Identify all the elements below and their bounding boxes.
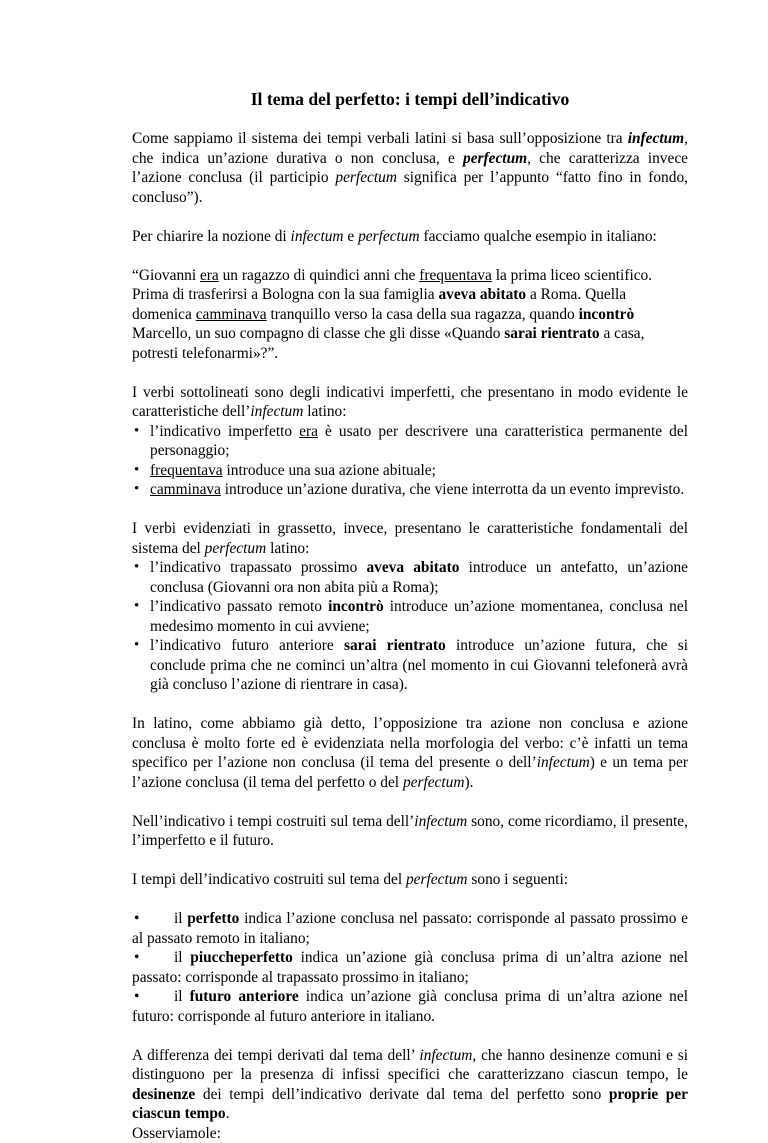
paragraph-examples-intro: Per chiarire la nozione di infectum e perfectum facciamo qualche esempio in italiano: (132, 227, 688, 247)
bullet-icon: • (132, 948, 174, 968)
document-page (132, 0, 688, 1143)
list-item: • l’indicativo imperfetto era è usato per descrivere una caratteristica permanente del personaggio; (132, 422, 688, 461)
paragraph-latin-opposition: In latino, come abbiamo già detto, l’opposizione tra azione non conclusa e azione conclusa è molto forte ed è evidenziata nella morfologia del verbo: c’è infatti un tema specifico per l’azione non conclusa (il tema del presente o dell’infectum) e un tema per l’azione conclusa (il tema del perfetto o del perfectum). (132, 714, 688, 792)
list-item: • il futuro anteriore indica un’azione già conclusa prima di un’altra azione nel futuro: corrisponde al futuro anteriore in italiano. (132, 987, 688, 1026)
paragraph-perfectum-tenses: I tempi dell’indicativo costruiti sul tema del perfectum sono i seguenti: (132, 870, 688, 890)
bullet-icon: • (132, 987, 174, 1007)
list-imperfect (132, 422, 688, 500)
paragraph-endings: A differenza dei tempi derivati dal tema dell’ infectum, che hanno desinenze comuni e si distinguono per la presenza di infissi specifici che caratterizzano ciascun tempo, le desinenze dei tempi dell’indicativo derivate dal tema del perfetto sono proprie per ciascun tempo. (132, 1046, 688, 1124)
list-item: • il piuccheperfetto indica un’azione già conclusa prima di un’altra azione nel passato: corrisponde al trapassato prossimo in italiano; (132, 948, 688, 987)
paragraph-intro: Come sappiamo il sistema dei tempi verbali latini si basa sull’opposizione tra infectum, che indica un’azione durativa o non conclusa, e perfectum, che caratterizza invece l’azione conclusa (il participio perfectum significa per l’appunto “fatto fino in fondo, concluso”). (132, 129, 688, 207)
paragraph-infectum-tenses: Nell’indicativo i tempi costruiti sul tema dell’infectum sono, come ricordiamo, il presente, l’imperfetto e il futuro. (132, 812, 688, 851)
list-item: • l’indicativo passato remoto incontrò introduce un’azione momentanea, conclusa nel medesimo momento in cui avviene; (132, 597, 688, 636)
list-item: • frequentava introduce una sua azione abituale; (132, 461, 688, 481)
list-perfect (132, 558, 688, 695)
paragraph-perfect-system: I verbi evidenziati in grassetto, invece, presentano le caratteristiche fondamentali del sistema del perfectum latino: (132, 519, 688, 558)
paragraph-observe: Osserviamole: (132, 1124, 688, 1143)
list-item: • camminava introduce un’azione durativa, che viene interrotta da un evento imprevisto. (132, 480, 688, 500)
document-title: Il tema del perfetto: i tempi dell’indicativo (132, 88, 688, 110)
list-item: • l’indicativo futuro anteriore sarai rientrato introduce un’azione futura, che si conclude prima che ne cominci un’altra (nel momento in cui Giovanni telefonerà avrà già concluso l’azione di rientrare in casa). (132, 636, 688, 695)
paragraph-imperfect: I verbi sottolineati sono degli indicativi imperfetti, che presentano in modo evidente le caratteristiche dell’infectum latino: (132, 383, 688, 422)
list-item: • il perfetto indica l’azione conclusa nel passato: corrisponde al passato prossimo e al passato remoto in italiano; (132, 909, 688, 948)
list-perfectum-tenses (132, 909, 688, 1026)
bullet-icon: • (132, 909, 174, 929)
paragraph-example-text: “Giovanni era un ragazzo di quindici anni che frequentava la prima liceo scientifico. Prima di trasferirsi a Bologna con la sua famiglia aveva abitato a Roma. Quella domenica camminava tranquillo verso la casa della sua ragazza, quando incontrò Marcello, un suo compagno di classe che gli disse «Quando sarai rientrato a casa, potresti telefonarmi»?”. (132, 266, 688, 364)
list-item: • l’indicativo trapassato prossimo aveva abitato introduce un antefatto, un’azione conclusa (Giovanni ora non abita più a Roma); (132, 558, 688, 597)
